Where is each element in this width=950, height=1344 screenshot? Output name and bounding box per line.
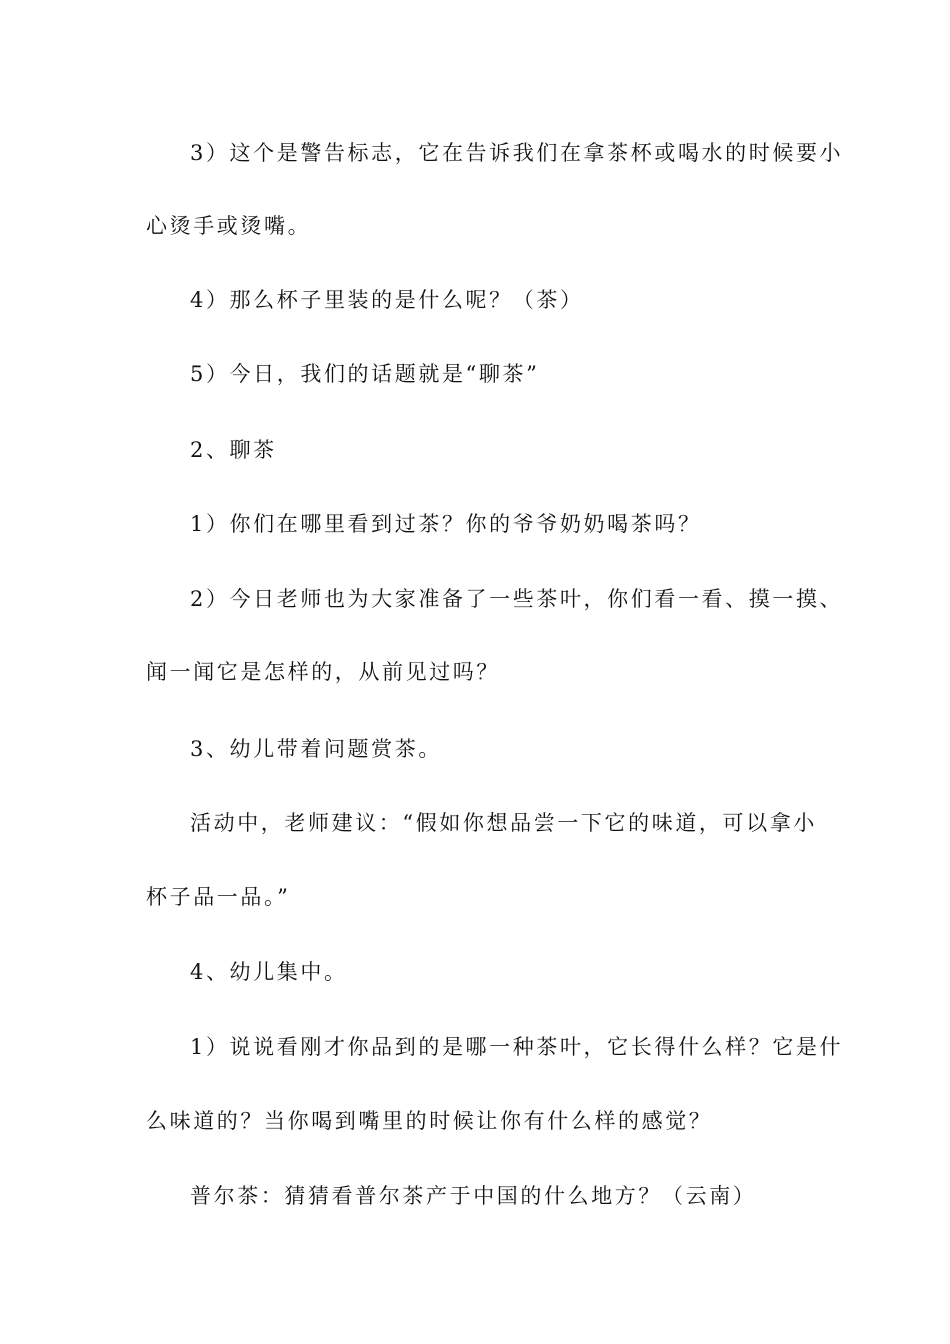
paragraph-line: 么味道的？当你喝到嘴里的时候让你有什么样的感觉？	[146, 1109, 713, 1133]
paragraph-line: 4）那么杯子里装的是什么呢？（茶）	[190, 288, 584, 312]
section-heading: 4、幼儿集中。	[190, 960, 348, 984]
section-heading: 2、聊茶	[190, 438, 277, 462]
paragraph-line: 3）这个是警告标志，它在告诉我们在拿茶杯或喝水的时候要小	[190, 141, 844, 165]
paragraph-line: 杯子品一品。”	[146, 885, 291, 909]
paragraph-line: 心烫手或烫嘴。	[146, 214, 312, 238]
paragraph-line: 普尔茶：猜猜看普尔茶产于中国的什么地方？（云南）	[190, 1184, 757, 1208]
section-heading: 3、幼儿带着问题赏茶。	[190, 737, 442, 761]
paragraph-line: 活动中，老师建议：“假如你想品尝一下它的味道，可以拿小	[190, 811, 817, 835]
paragraph-line: 5）今日，我们的话题就是“聊茶”	[190, 362, 540, 386]
paragraph-line: 1）你们在哪里看到过茶？你的爷爷奶奶喝茶吗？	[190, 512, 702, 536]
paragraph-line: 1）说说看刚才你品到的是哪一种茶叶，它长得什么样？它是什	[190, 1035, 844, 1059]
paragraph-line: 2）今日老师也为大家准备了一些茶叶，你们看一看、摸一摸、	[190, 587, 844, 611]
paragraph-line: 闻一闻它是怎样的，从前见过吗？	[146, 660, 500, 684]
